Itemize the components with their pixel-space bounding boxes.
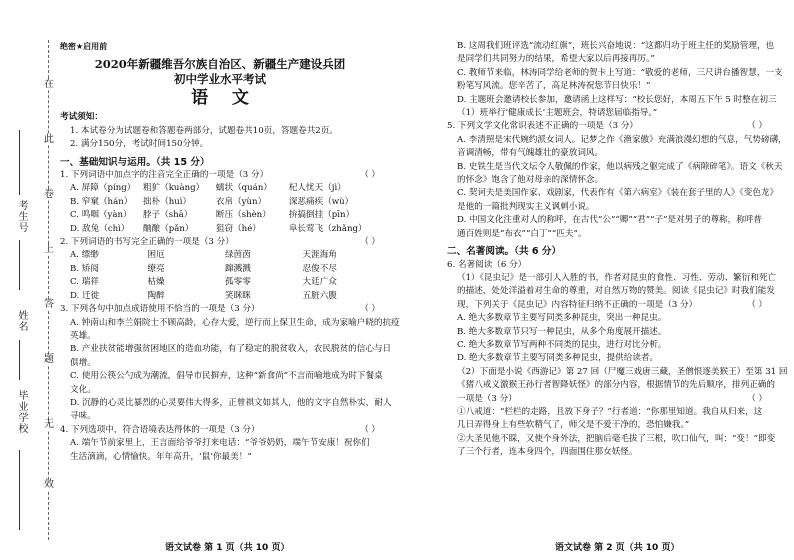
question-text: 一项是（3 分） （ ） (447, 393, 767, 406)
option-text: 通百姓则是“布衣”“白丁”“匹夫”。 (457, 228, 587, 239)
section-heading: 二、名著阅读。（共 6 分） (447, 246, 562, 258)
subject-title: 语 文 (191, 88, 249, 109)
binding-char: 效 (44, 479, 54, 490)
left-page (60, 40, 400, 464)
option-text: C. 使用公筷公勺成为潮流，倡导市民摒弃，这种“新食尚”不言而喻地成为时下餐桌 (70, 371, 383, 382)
passage-text: ①八戒道：“栏栏的走路，且放下身子？”行者道：“你那里知道。我自从归来，这 (457, 406, 763, 417)
binding-char: 卷 (44, 189, 54, 200)
option-text: C. 绝大多数章节写两种不同类的昆虫，进行对比分析。 (457, 339, 667, 350)
answer-paren: （ ） (360, 237, 380, 248)
right-page (447, 40, 788, 460)
binding-char: 题 (44, 354, 54, 365)
question-3: 3. 下列各句中加点成语使用不恰当的一项是（3 分） （ ） (60, 303, 380, 316)
notice-title: 考试须知： (60, 112, 103, 123)
answer-paren: （ ） (360, 170, 380, 181)
school-blank (19, 450, 20, 530)
question-4: 4. 下列选项中，符合语境表达得体的一项是（3 分） （ ） (60, 424, 380, 437)
binding-margin (0, 0, 60, 560)
answer-paren: （ ） (747, 121, 767, 132)
option-text: D. 沉静的心灵比暴烈的心灵要伟大得多，正曾祺文如其人，他的文字自然朴实，耐人 (70, 397, 392, 408)
option-text: C. 契诃夫是美国作家、戏剧家，代表作有《第六病室》《装在套子里的人》《变色龙》 (457, 188, 779, 199)
footer-page-1: 语文试卷 第 1 页（共 10 页） (165, 543, 290, 553)
question-2: 2. 下列词语的书写完全正确的一项是（3 分） （ ） (60, 236, 380, 249)
option-text: B. 这周我们班评选“流动红旗”，班长兴奋地说：“这都归功于班主任的奖励管理，也 (457, 41, 775, 51)
option-text: （1）班举行‘健康成长’主题班会，特请您届临指导。” (457, 108, 658, 119)
option-row: B. 窄窠（hán） 拙朴（huì） 衣帛（yùn） 深恶痛疾（wù） (70, 196, 354, 207)
option-row: D. 敌兔（chì） 酗酿（pǎn） 狙窃（hé） 阜长莺飞（zhǎng） (70, 223, 367, 234)
answer-paren: （ ） (360, 424, 380, 435)
option-text: B. 绝大多数章节只写一种昆虫，从多个角度展开描述。 (457, 326, 667, 337)
exam-title: 2020年新疆维吾尔族自治区、新疆生产建设兵团 (94, 57, 346, 72)
option-row: A. 屏障（píng） 粗犷（kuàng） 蠕状（quán） 杞人忧天（jì） (70, 183, 346, 194)
passage-text: 了三个行者，连本身四个，四面围住那女妖怪。 (457, 447, 638, 458)
option-row: C. 瑞祥 枯燥 孤零零 大廷广众 (70, 277, 337, 288)
exam-subtitle: 初中学业水平考试 (174, 72, 266, 87)
binding-dashed-line (48, 40, 49, 540)
footer-page-2: 语文试卷 第 2 页（共 10 页） (555, 543, 680, 553)
option-text: D. 中国文化注重对人的称呼，在古代“公”“卿”“君”“子”是对男子的尊称，称呼普 (457, 215, 763, 226)
option-text: B. 产业扶贫能增强贫困地区的造血功能，有了稳定的脱贫收入，农民脱贫的信心与日 (70, 344, 392, 355)
binding-char: 此 (44, 134, 54, 145)
secret-mark: 绝密★启用前 (60, 42, 108, 51)
question-text: （1）《昆虫记》是一部引人入胜的书，作者对昆虫的食性、习性、劳动、繁衍和死亡 (457, 272, 777, 283)
name-blank (19, 340, 20, 380)
option-row: A. 缥缈 困厄 绿茵茵 天涯海角 (70, 250, 337, 261)
option-text: C. 教师节来临，林涛同学给老师的贺卡上写道：“敬爱的老师，三尺讲台播智慧，一支 (457, 67, 783, 78)
school-label: 毕业学校 (16, 390, 27, 434)
question-text: 《猪八戒义激猴王孙行者智降妖怪》的部分内容，根据情节的先后顺序，排列正确的 (457, 380, 775, 391)
name-label: 姓名 (16, 310, 27, 332)
answer-paren: （ ） (360, 304, 380, 315)
option-text: 是他的一篇批判现实主义讽刺小说。 (457, 201, 595, 212)
option-text: A. 钟南山和李兰娟院士不顾高龄，心存大爱，逆行而上保卫生命，成为家喻户晓的抗疫 (70, 317, 400, 328)
answer-paren: （ ） (747, 393, 767, 404)
option-row: C. 鸣咽（yàn） 脖子（shā） 断压（shèn） 拚搞倒挂（pīn） (70, 210, 355, 221)
binding-char: 在 (44, 79, 54, 90)
exam-number-blank (19, 130, 20, 195)
option-text: D. 绝大多数章节主要写同类多种昆虫，提供给读者。 (457, 353, 659, 364)
option-text: D. 主题班会邀请校长参加，邀请函上这样写：“校长您好，本周五下午 5 时整在初三 (457, 94, 777, 105)
option-row: B. 矫阅 缭亮 蹿溅溅 忍俊不尽 (70, 263, 337, 274)
binding-char: 上 (44, 244, 54, 255)
option-text: 俱增。 (70, 357, 96, 368)
option-text: B. 史铁生是当代文坛令人敬佩的作家，他以病残之躯完成了《病隙碎笔》。语文《秋天 (457, 161, 783, 172)
option-text: A. 绝大多数章节主要写同类多种昆虫，突出一种昆虫。 (457, 313, 667, 324)
option-text: 是同学们共同努力的结果，希望大家以后再接再厉。” (457, 54, 655, 65)
exam-number-label: 考生号 (16, 200, 27, 233)
section-heading: 一、基础知识与运用。（共 15 分） (60, 156, 210, 168)
question-text: 的描述，处处洋溢着对生命的尊重，对自然万物的赞美。阅读《昆虫记》时我们能发 (457, 286, 775, 297)
question-6: 6. 名著阅读（6 分） (447, 259, 527, 270)
notice-item: 2. 满分150分，考试时间150分钟。 (70, 139, 209, 150)
passage-text: ②大圣见他不睬，又使个身外法，把脑后毫毛拔了三根，吹口仙气，叫：“变！”即变 (457, 433, 776, 444)
option-text: 的怀念》饱含了他对母亲的深情怀念。 (457, 175, 604, 186)
option-text: 英雄。 (70, 330, 96, 341)
option-text: 粉笔写风流。您辛苦了，高足林涛祝您节日快乐！” (457, 81, 651, 92)
answer-paren: （ ） (747, 299, 767, 310)
option-row: D. 迁徙 陶醉 笑眯眯 五脏六腹 (70, 290, 337, 301)
option-text: 寻味。 (70, 411, 96, 422)
binding-char: 无 (44, 419, 54, 430)
notice-item: 1. 本试卷分为试题卷和答题卷两部分，试题卷共10页，答题卷共2页。 (70, 125, 338, 136)
option-text: 文化。 (70, 384, 96, 395)
question-1: 1. 下列词语中加点字的注音完全正确的一项是（3 分） （ ） (60, 169, 380, 182)
passage-text: 几日弄得身上有些软精气了，师父是不爱干净的，恐怕嫌我。” (457, 420, 690, 431)
question-text: （2）下面是小说《西游记》第 27 回（尸魔三戏唐三藏，圣僧恨逐美猴王）至第 31 回 (457, 366, 788, 377)
question-text: 现，下列关于《昆虫记》内容特征归纳不正确的一项是（3 分） （ ） (447, 299, 767, 312)
option-text: 生活滴滴，心情愉快。年年高升，‘鼠’你最美！” (70, 451, 252, 462)
question-5: 5. 下列文学文化常识表述不正确的一项是（3 分） （ ） (447, 120, 767, 133)
binding-char: 答 (44, 299, 54, 310)
option-text: 音调清畅，带有气魄雄壮的豪放词风。 (457, 148, 604, 159)
option-text: A. 李清照是宋代婉约派女词人。记梦之作《渔家傲》充满浪漫幻想的气息，气势磅礴， (457, 134, 787, 145)
exam-number-blank (19, 240, 20, 290)
option-text: A. 端午节前家里上，王言面给爷爷打来电话：“爷爷奶奶，端午节安康！祝你们 (70, 438, 370, 449)
